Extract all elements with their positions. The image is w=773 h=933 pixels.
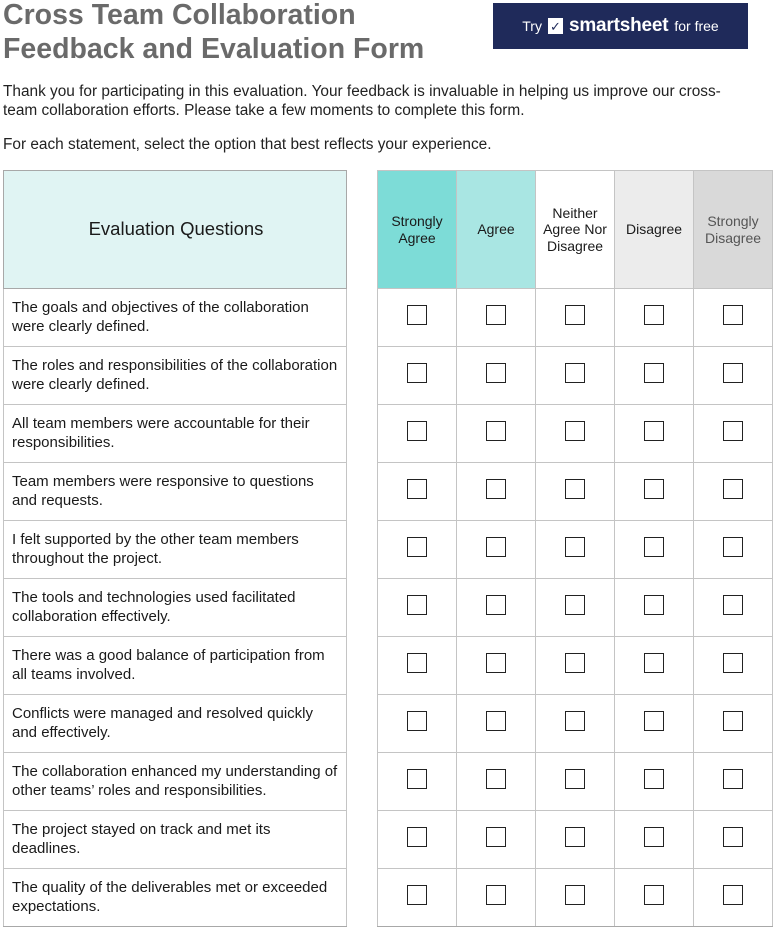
answer-checkbox[interactable] [486, 305, 506, 325]
answer-checkbox[interactable] [407, 537, 427, 557]
option-header-1: Agree [457, 171, 536, 289]
answer-checkbox[interactable] [407, 595, 427, 615]
question-row [4, 637, 347, 695]
question-row [4, 289, 347, 347]
answer-checkbox[interactable] [644, 711, 664, 731]
answer-cell [615, 753, 694, 811]
answer-row [378, 753, 773, 811]
answer-checkbox[interactable] [565, 827, 585, 847]
answer-checkbox[interactable] [407, 711, 427, 731]
answer-cell [457, 463, 536, 521]
answer-row [378, 405, 773, 463]
title-line-1: Cross Team Collaboration [3, 0, 356, 31]
answer-checkbox[interactable] [644, 595, 664, 615]
smartsheet-logo-icon: ✓ [548, 18, 563, 34]
question-text: The goals and objectives of the collaboration were clearly defined. [4, 289, 347, 347]
answer-cell [536, 347, 615, 405]
cta-suffix: for free [674, 18, 719, 34]
question-row [4, 405, 347, 463]
question-text: I felt supported by the other team members throughout the project. [4, 521, 347, 579]
answer-row [378, 289, 773, 347]
option-header-0: Strongly Agree [378, 171, 457, 289]
answer-checkbox[interactable] [486, 595, 506, 615]
answer-cell [457, 695, 536, 753]
answer-checkbox[interactable] [644, 479, 664, 499]
answer-cell [536, 869, 615, 927]
answer-cell [615, 637, 694, 695]
answer-cell [536, 579, 615, 637]
answer-cell [457, 637, 536, 695]
answer-cell [694, 579, 773, 637]
answer-checkbox[interactable] [486, 537, 506, 557]
answer-checkbox[interactable] [723, 537, 743, 557]
cta-try: Try [522, 18, 542, 34]
answer-checkbox[interactable] [486, 827, 506, 847]
answer-checkbox[interactable] [486, 363, 506, 383]
answer-cell [615, 405, 694, 463]
answer-checkbox[interactable] [486, 653, 506, 673]
answer-cell [457, 405, 536, 463]
question-row [4, 811, 347, 869]
answer-checkbox[interactable] [565, 885, 585, 905]
question-row [4, 753, 347, 811]
question-row [4, 347, 347, 405]
answer-checkbox[interactable] [644, 363, 664, 383]
answer-checkbox[interactable] [565, 537, 585, 557]
answer-cell [694, 289, 773, 347]
answer-checkbox[interactable] [565, 363, 585, 383]
intro-paragraph: Thank you for participating in this evaluation. Your feedback is invaluable in helping us improve our cross-team collaboration efforts. Please take a few moments to complete this form. [3, 83, 721, 119]
answer-checkbox[interactable] [565, 305, 585, 325]
answer-cell [457, 579, 536, 637]
question-row [4, 695, 347, 753]
answer-row [378, 811, 773, 869]
answer-row [378, 695, 773, 753]
answer-checkbox[interactable] [723, 653, 743, 673]
answer-cell [378, 637, 457, 695]
answer-cell [536, 521, 615, 579]
try-smartsheet-button[interactable] [493, 3, 748, 49]
answer-cell [378, 811, 457, 869]
question-row [4, 463, 347, 521]
questions-header: Evaluation Questions [4, 171, 347, 289]
question-text: The tools and technologies used facilitated collaboration effectively. [4, 579, 347, 637]
answer-cell [536, 637, 615, 695]
question-row [4, 579, 347, 637]
options-table [377, 170, 773, 927]
option-header-3: Disagree [615, 171, 694, 289]
answer-checkbox[interactable] [565, 711, 585, 731]
answer-checkbox[interactable] [644, 421, 664, 441]
option-header-4: Strongly Disagree [694, 171, 773, 289]
answer-row [378, 869, 773, 927]
question-text: Conflicts were managed and resolved quickly and effectively. [4, 695, 347, 753]
question-text: The roles and responsibilities of the collaboration were clearly defined. [4, 347, 347, 405]
answer-cell [378, 463, 457, 521]
answer-checkbox[interactable] [407, 421, 427, 441]
answer-row [378, 521, 773, 579]
answer-checkbox[interactable] [723, 479, 743, 499]
answer-checkbox[interactable] [407, 769, 427, 789]
answer-checkbox[interactable] [565, 479, 585, 499]
answer-cell [457, 347, 536, 405]
answer-cell [536, 753, 615, 811]
answer-cell [378, 579, 457, 637]
title-line-2: Feedback and Evaluation Form [3, 33, 425, 65]
answer-checkbox[interactable] [644, 769, 664, 789]
answer-checkbox[interactable] [723, 363, 743, 383]
answer-cell [378, 695, 457, 753]
answer-cell [457, 811, 536, 869]
answer-cell [694, 521, 773, 579]
answer-cell [536, 811, 615, 869]
answer-cell [536, 289, 615, 347]
answer-checkbox[interactable] [644, 305, 664, 325]
answer-cell [615, 869, 694, 927]
answer-cell [536, 695, 615, 753]
answer-cell [536, 463, 615, 521]
answer-cell [694, 463, 773, 521]
answer-cell [615, 289, 694, 347]
option-header-2: Neither Agree Nor Disagree [536, 171, 615, 289]
instruction-paragraph: For each statement, select the option that best reflects your experience. [3, 136, 492, 153]
question-text: Team members were responsive to questions and requests. [4, 463, 347, 521]
answer-cell [615, 695, 694, 753]
answer-cell [378, 869, 457, 927]
answer-checkbox[interactable] [644, 827, 664, 847]
answer-cell [694, 695, 773, 753]
question-row [4, 869, 347, 927]
answer-row [378, 579, 773, 637]
answer-cell [615, 521, 694, 579]
answer-cell [457, 521, 536, 579]
answer-checkbox[interactable] [644, 885, 664, 905]
answer-checkbox[interactable] [407, 827, 427, 847]
answer-cell [694, 753, 773, 811]
answer-row [378, 347, 773, 405]
answer-cell [536, 405, 615, 463]
answer-checkbox[interactable] [407, 885, 427, 905]
answer-row [378, 637, 773, 695]
answer-checkbox[interactable] [565, 595, 585, 615]
answer-checkbox[interactable] [486, 885, 506, 905]
cta-brand: smartsheet [568, 15, 669, 36]
answer-cell [694, 869, 773, 927]
answer-checkbox[interactable] [407, 653, 427, 673]
answer-checkbox[interactable] [565, 653, 585, 673]
answer-cell [694, 637, 773, 695]
answer-checkbox[interactable] [723, 827, 743, 847]
answer-cell [457, 753, 536, 811]
answer-cell [378, 347, 457, 405]
question-text: There was a good balance of participation from all teams involved. [4, 637, 347, 695]
answer-checkbox[interactable] [723, 595, 743, 615]
answer-cell [378, 753, 457, 811]
answer-checkbox[interactable] [407, 363, 427, 383]
answer-checkbox[interactable] [565, 769, 585, 789]
answer-checkbox[interactable] [644, 653, 664, 673]
answer-checkbox[interactable] [565, 421, 585, 441]
question-text: The project stayed on track and met its deadlines. [4, 811, 347, 869]
answer-cell [694, 347, 773, 405]
answer-checkbox[interactable] [723, 305, 743, 325]
answer-cell [615, 811, 694, 869]
answer-checkbox[interactable] [407, 305, 427, 325]
answer-checkbox[interactable] [644, 537, 664, 557]
answer-checkbox[interactable] [723, 711, 743, 731]
answer-checkbox[interactable] [723, 885, 743, 905]
answer-checkbox[interactable] [723, 421, 743, 441]
answer-cell [694, 811, 773, 869]
answer-cell [457, 869, 536, 927]
question-text: All team members were accountable for their responsibilities. [4, 405, 347, 463]
answer-checkbox[interactable] [486, 711, 506, 731]
answer-cell [615, 579, 694, 637]
question-text: The collaboration enhanced my understanding of other teams’ roles and responsibilities. [4, 753, 347, 811]
answer-checkbox[interactable] [407, 479, 427, 499]
answer-cell [615, 347, 694, 405]
answer-cell [694, 405, 773, 463]
answer-checkbox[interactable] [486, 479, 506, 499]
answer-cell [378, 289, 457, 347]
page-title [3, 0, 473, 66]
question-row [4, 521, 347, 579]
answer-cell [378, 521, 457, 579]
questions-table [3, 170, 347, 927]
answer-checkbox[interactable] [486, 769, 506, 789]
answer-checkbox[interactable] [723, 769, 743, 789]
answer-row [378, 463, 773, 521]
answer-cell [457, 289, 536, 347]
answer-cell [378, 405, 457, 463]
question-text: The quality of the deliverables met or exceeded expectations. [4, 869, 347, 927]
answer-cell [615, 463, 694, 521]
answer-checkbox[interactable] [486, 421, 506, 441]
